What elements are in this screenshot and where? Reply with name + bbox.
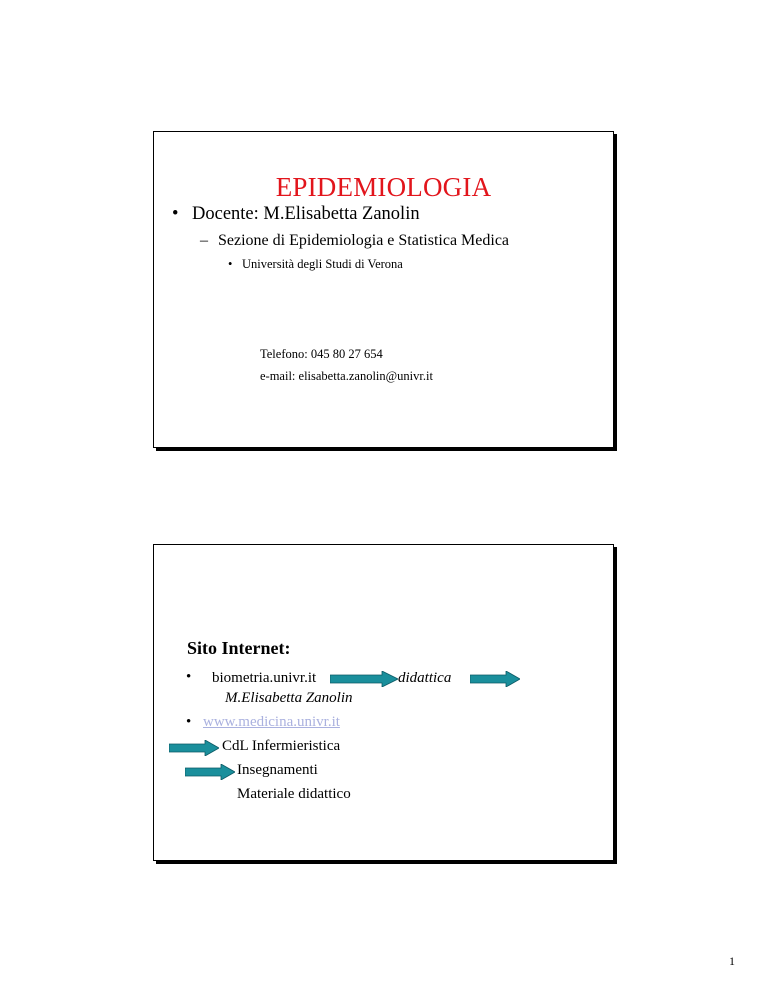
didattica-text: didattica [398, 670, 452, 686]
email-line: e-mail: elisabetta.zanolin@univr.it [260, 369, 433, 383]
phone-line: Telefono: 045 80 27 654 [260, 347, 383, 361]
bullet-1: • [186, 669, 192, 685]
bullet-small: • [228, 257, 233, 271]
page-number: 1 [729, 954, 735, 968]
slide-2 [153, 544, 614, 861]
bullet-2: • [186, 714, 192, 730]
arrow-right-icon [470, 671, 520, 687]
arrow-right-icon [330, 671, 398, 687]
biometria-text: biometria.univr.it [212, 670, 317, 686]
bullet-main: • [172, 204, 179, 224]
cdl-infermieristica-text: CdL Infermieristica [222, 738, 341, 754]
arrow-right-icon [169, 740, 219, 756]
sezione-line: Sezione di Epidemiologia e Statistica Medica [218, 232, 510, 249]
materiale-didattico-text: Materiale didattico [237, 786, 351, 802]
universita-line: Università degli Studi di Verona [242, 257, 403, 271]
slide-1 [153, 131, 614, 448]
sito-internet-heading: Sito Internet: [187, 638, 291, 658]
docente-line: Docente: M.Elisabetta Zanolin [192, 204, 420, 224]
arrow-right-icon [185, 764, 235, 780]
insegnamenti-text: Insegnamenti [237, 762, 318, 778]
medicina-link[interactable]: www.medicina.univr.it [203, 714, 340, 730]
slide-1-title: EPIDEMIOLOGIA [275, 172, 492, 202]
bullet-sub: – [200, 232, 208, 249]
zanolin-text: M.Elisabetta Zanolin [225, 690, 353, 706]
